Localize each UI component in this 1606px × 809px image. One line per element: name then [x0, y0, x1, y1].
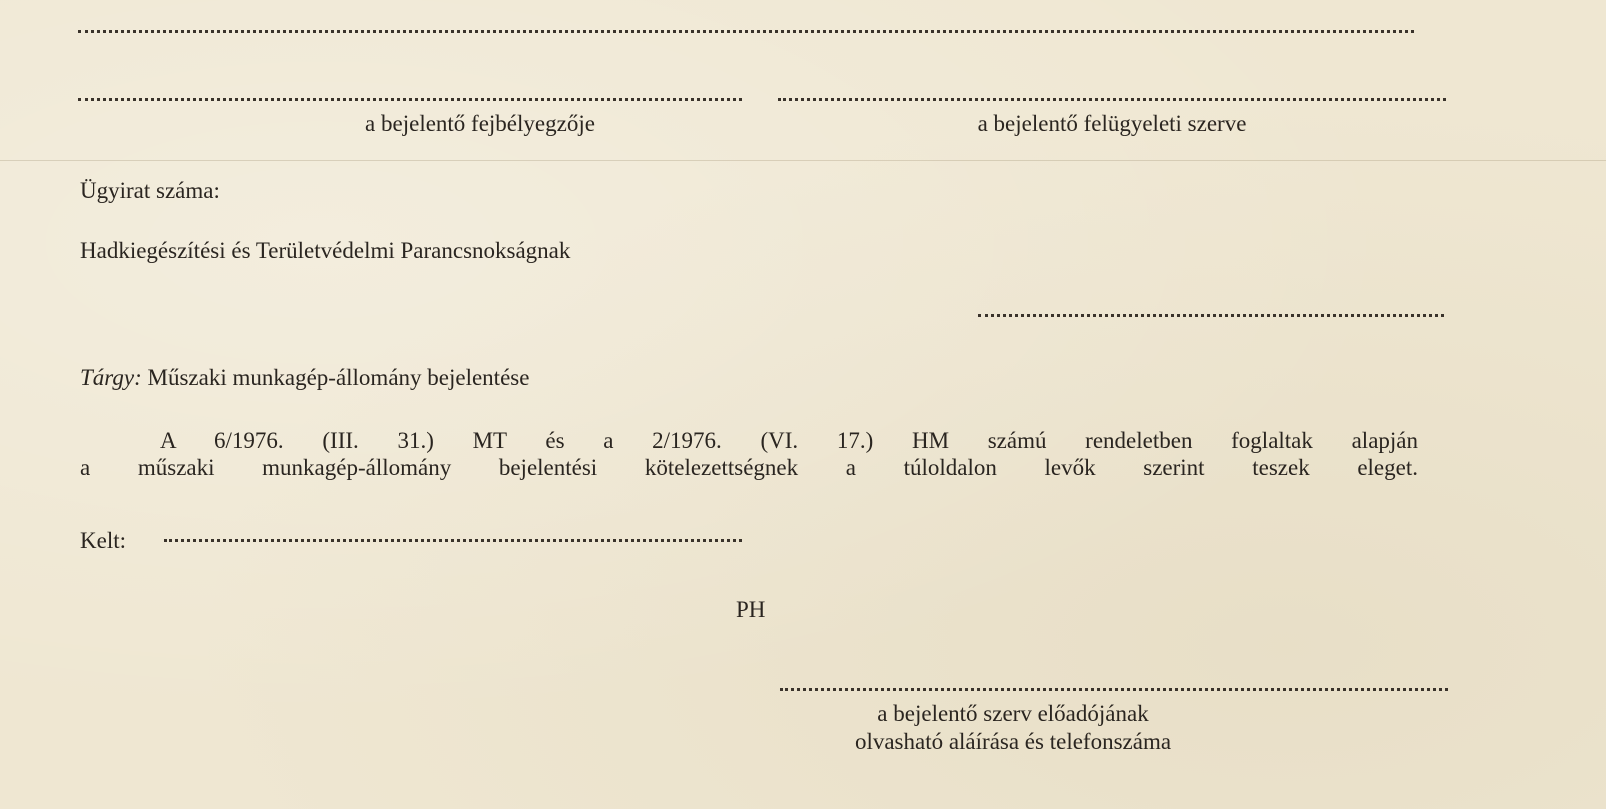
signature-caption-line-2: olvasható aláírása és telefonszáma: [854, 729, 1172, 754]
body-line-1: A 6/1976. (III. 31.) MT és a 2/1976. (VI. 17.) HM számú rendeletben foglaltak alapján: [160, 428, 1418, 453]
subject-line: [80, 364, 529, 392]
signature-dotted-line[interactable]: [780, 688, 1448, 691]
case-number-label: Ügyirat száma:: [80, 178, 220, 203]
date-dotted-line[interactable]: [164, 539, 742, 542]
supervisory-dotted-line: [778, 98, 1446, 101]
date-label: Kelt:: [80, 528, 126, 553]
signature-caption-line-1: a bejelentő szerv előadójának: [877, 701, 1149, 726]
paper-crease: [0, 160, 1606, 161]
top-dotted-line: [78, 30, 1414, 33]
addressee-text: Hadkiegészítési és Területvédelmi Parancsnokságnak: [80, 238, 571, 263]
stamp-dotted-line: [78, 98, 742, 101]
subject-text: Műszaki munkagép-állomány bejelentése: [147, 365, 530, 390]
subject-label: Tárgy:: [80, 365, 142, 390]
stamp-caption: a bejelentő fejbélyegzője: [365, 111, 595, 136]
supervisory-caption: a bejelentő felügyeleti szerve: [977, 111, 1247, 136]
seal-placeholder: PH: [736, 597, 766, 622]
body-line-2: a műszaki munkagép-állomány bejelentési kötelezettségnek a túloldalon levők szerint teszek eleget.: [80, 455, 1418, 480]
addressee-dotted-line: [978, 314, 1444, 317]
